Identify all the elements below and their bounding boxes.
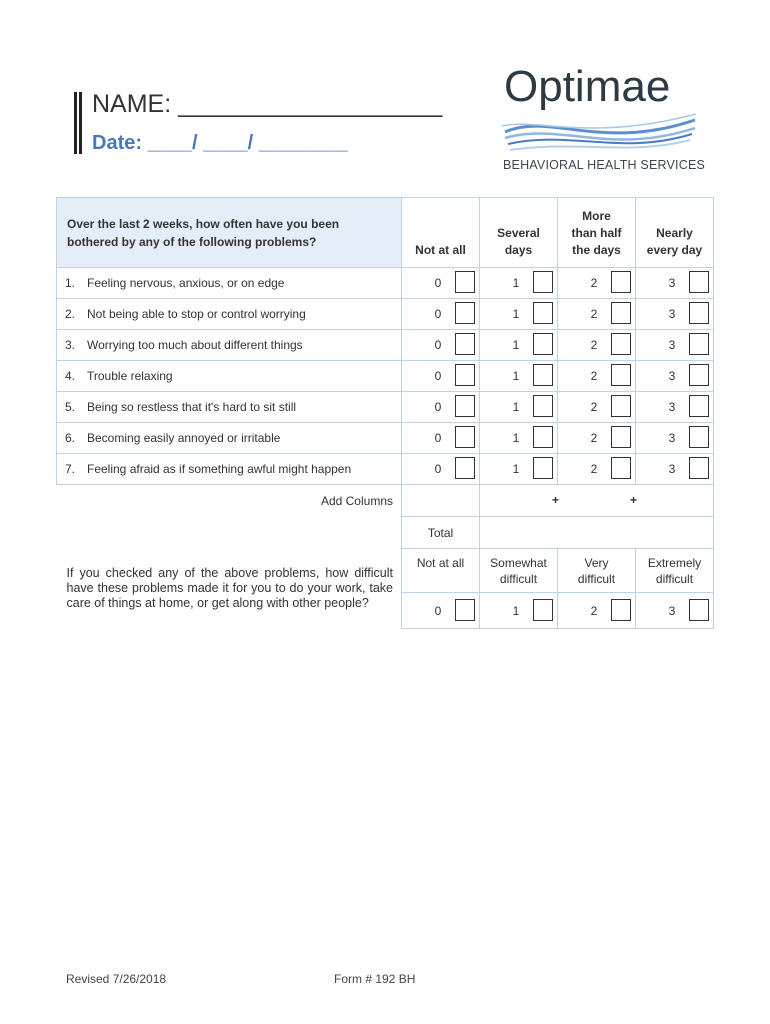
checkbox[interactable] [455,271,475,293]
option-cell [636,593,714,629]
form-number: Form # 192 BH [334,972,416,986]
question-header: Over the last 2 weeks, how often have you been bothered by any of the following problems? [57,198,402,268]
score-value: 1 [512,307,520,321]
option-cell [636,299,714,330]
table-row [57,423,714,454]
option-cell [558,454,636,485]
checkbox[interactable] [689,302,709,324]
checkbox[interactable] [611,302,631,324]
table-row [57,299,714,330]
score-value: 0 [434,338,442,352]
option-cell [636,330,714,361]
option-cell [480,392,558,423]
score-value: 1 [512,431,520,445]
item-number: 6. [65,431,76,445]
checkbox[interactable] [689,271,709,293]
score-value: 1 [512,604,520,618]
score-value: 3 [668,462,676,476]
item-label [57,330,402,361]
option-cell [402,361,480,392]
score-value: 1 [512,276,520,290]
checkbox[interactable] [455,457,475,479]
total-field[interactable] [480,517,714,549]
score-value: 3 [668,276,676,290]
checkbox[interactable] [689,395,709,417]
score-value: 2 [590,462,598,476]
score-value: 2 [590,276,598,290]
checkbox[interactable] [611,333,631,355]
checkbox[interactable] [611,599,631,621]
logo-wave-icon [500,112,700,156]
header-rule-left [74,92,77,154]
total-row [57,517,714,549]
checkbox[interactable] [533,457,553,479]
checkbox[interactable] [689,364,709,386]
item-number: 1. [65,276,76,290]
score-value: 2 [590,400,598,414]
option-cell [402,593,480,629]
column-header-line: days [504,243,533,257]
revised-date: Revised 7/26/2018 [66,972,167,986]
difficulty-option-header [558,549,636,593]
checkbox[interactable] [533,302,553,324]
header-rule-right [79,92,82,154]
total-spacer [57,517,402,549]
score-value: 0 [434,307,442,321]
column-header-line: Nearly [656,226,693,240]
table-row [57,454,714,485]
column-header-not-at-all [402,198,480,268]
column-header-more-than-half [558,198,636,268]
item-label [57,299,402,330]
option-cell [636,454,714,485]
option-cell [558,299,636,330]
checkbox[interactable] [533,426,553,448]
score-value: 2 [590,604,598,618]
difficulty-header-row [57,549,714,593]
column-header-line: the days [572,243,621,257]
difficulty-option-line: Somewhat [490,556,547,570]
item-label [57,268,402,299]
option-cell [402,423,480,454]
item-label [57,361,402,392]
score-value: 2 [590,369,598,383]
score-value: 1 [512,400,520,414]
difficulty-option-line: Not at all [416,556,465,570]
option-cell [480,299,558,330]
checkbox[interactable] [455,426,475,448]
difficulty-option-header [402,549,480,593]
item-number: 7. [65,462,76,476]
optimae-logo [500,62,706,177]
logo-wordmark: Optimae [504,62,671,111]
table-row [57,361,714,392]
checkbox[interactable] [533,271,553,293]
difficulty-option-header [480,549,558,593]
difficulty-option-line: difficult [655,572,694,586]
item-label [57,392,402,423]
item-label [57,423,402,454]
plus-sign: + [552,493,560,507]
item-label [57,454,402,485]
score-value: 0 [434,369,442,383]
option-cell [480,454,558,485]
checkbox[interactable] [689,599,709,621]
add-columns-blank [402,485,480,517]
score-value: 3 [668,338,676,352]
option-cell [636,423,714,454]
column-header-line: than half [571,226,622,240]
option-cell [402,392,480,423]
checkbox[interactable] [455,395,475,417]
score-value: 3 [668,400,676,414]
item-text: Feeling afraid as if something awful might happen [87,462,352,476]
date-field[interactable]: Date: ____/ ____/ ________ [92,132,348,154]
score-value: 2 [590,431,598,445]
table-row [57,268,714,299]
name-field[interactable]: NAME: ___________________ [92,90,443,118]
difficulty-option-line: difficult [577,572,616,586]
checkbox[interactable] [533,364,553,386]
gad7-table [56,197,714,629]
item-number: 3. [65,338,76,352]
score-value: 3 [668,307,676,321]
checkbox[interactable] [689,457,709,479]
column-header-line: every day [646,243,703,257]
option-cell [480,423,558,454]
plus-sign: + [630,493,638,507]
score-value: 0 [434,431,442,445]
score-value: 1 [512,462,520,476]
item-number: 4. [65,369,76,383]
checkbox[interactable] [611,271,631,293]
add-columns-sum [480,485,714,517]
option-cell [558,593,636,629]
item-number: 2. [65,307,76,321]
difficulty-option-line: Extremely [647,556,702,570]
score-value: 1 [512,338,520,352]
checkbox[interactable] [689,333,709,355]
checkbox[interactable] [533,599,553,621]
checkbox[interactable] [611,457,631,479]
checkbox[interactable] [533,395,553,417]
option-cell [480,330,558,361]
item-text: Feeling nervous, anxious, or on edge [87,276,285,290]
column-header-several-days [480,198,558,268]
option-cell [558,361,636,392]
checkbox[interactable] [455,364,475,386]
logo-subtitle: BEHAVIORAL HEALTH SERVICES [503,158,706,172]
difficulty-option-line: Very [584,556,609,570]
checkbox[interactable] [689,426,709,448]
score-value: 1 [512,369,520,383]
option-cell [558,392,636,423]
difficulty-option-header [636,549,714,593]
score-value: 2 [590,307,598,321]
column-header-line: Several [497,226,540,240]
item-text: Becoming easily annoyed or irritable [87,431,281,445]
add-columns-label: Add Columns [320,493,393,508]
table-header-row [57,198,714,268]
item-text: Trouble relaxing [87,369,173,383]
option-cell [402,299,480,330]
option-cell [402,268,480,299]
total-label: Total [402,517,480,549]
table-row [57,330,714,361]
option-cell [480,268,558,299]
add-columns-row [57,485,714,517]
item-text: Being so restless that it's hard to sit still [87,400,297,414]
score-value: 3 [668,604,676,618]
score-value: 3 [668,369,676,383]
score-value: 0 [434,276,442,290]
checkbox[interactable] [611,364,631,386]
option-cell [480,593,558,629]
column-header-nearly-every-day [636,198,714,268]
checkbox[interactable] [455,333,475,355]
difficulty-question: If you checked any of the above problems, how difficult have these problems made it for you to do your work, take care of things at home, or get along with other people? [66,566,393,610]
item-text: Not being able to stop or control worrying [87,307,306,321]
score-value: 0 [434,400,442,414]
score-value: 0 [434,462,442,476]
checkbox[interactable] [611,426,631,448]
difficulty-option-line: difficult [499,572,538,586]
option-cell [402,454,480,485]
score-value: 0 [434,604,442,618]
option-cell [636,392,714,423]
option-cell [558,330,636,361]
checkbox[interactable] [455,302,475,324]
option-cell [636,268,714,299]
option-cell [558,268,636,299]
score-value: 2 [590,338,598,352]
option-cell [480,361,558,392]
column-header-line: Not at all [415,243,466,257]
option-cell [402,330,480,361]
checkbox[interactable] [455,599,475,621]
item-text: Worrying too much about different things [87,338,303,352]
table-row [57,392,714,423]
item-number: 5. [65,400,76,414]
column-header-line: More [582,209,611,223]
score-value: 3 [668,431,676,445]
checkbox[interactable] [533,333,553,355]
checkbox[interactable] [611,395,631,417]
option-cell [636,361,714,392]
option-cell [558,423,636,454]
